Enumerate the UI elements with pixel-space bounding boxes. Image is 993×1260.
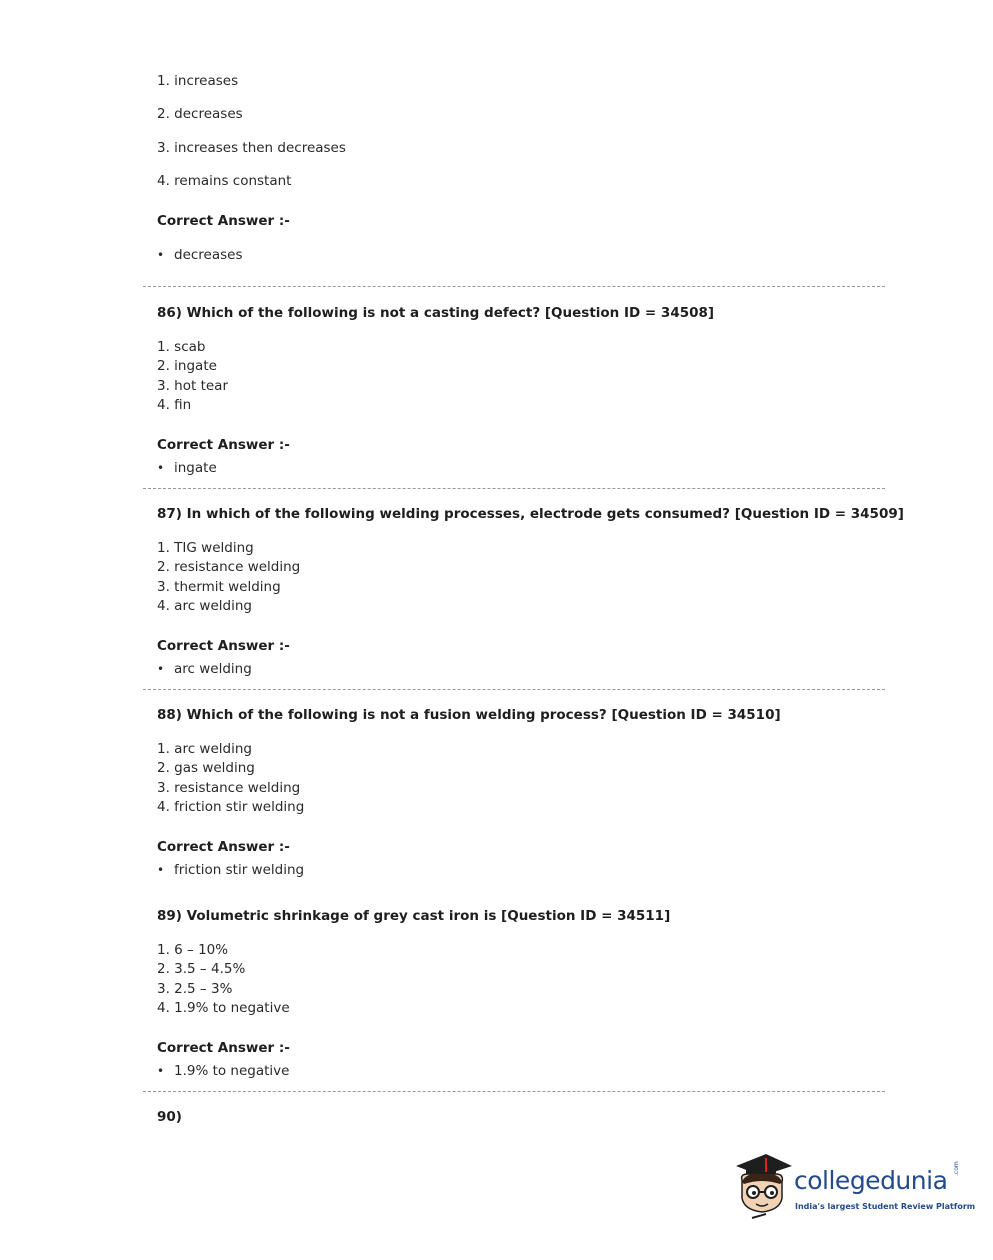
option: 4. friction stir welding — [157, 799, 305, 815]
correct-answer — [157, 460, 217, 476]
divider — [143, 286, 885, 287]
option: 3. 2.5 – 3% — [157, 981, 233, 997]
option: 4. 1.9% to negative — [157, 1000, 290, 1016]
option: 2. ingate — [157, 358, 217, 374]
bullet-icon: • — [157, 662, 165, 676]
bullet-icon: • — [157, 461, 165, 475]
brand-tagline: India's largest Student Review Platform — [795, 1202, 976, 1211]
option: 2. resistance welding — [157, 559, 301, 575]
correct-answer — [157, 661, 252, 677]
option: 4. fin — [157, 397, 192, 413]
option: 3. hot tear — [157, 378, 228, 394]
correct-answer — [157, 247, 243, 263]
correct-answer-label: Correct Answer :- — [157, 213, 290, 229]
divider — [143, 1091, 885, 1092]
answer-text: arc welding — [174, 661, 252, 677]
option: 3. thermit welding — [157, 579, 281, 595]
correct-answer-label: Correct Answer :- — [157, 839, 290, 855]
option: 3. resistance welding — [157, 780, 301, 796]
mascot-face-icon — [732, 1152, 794, 1224]
correct-answer-label: Correct Answer :- — [157, 638, 290, 654]
option: 4. remains constant — [157, 173, 292, 189]
option: 1. scab — [157, 339, 206, 355]
answer-text: friction stir welding — [174, 862, 305, 878]
divider — [143, 689, 885, 690]
option: 2. 3.5 – 4.5% — [157, 961, 246, 977]
option: 1. TIG welding — [157, 540, 254, 556]
answer-text: decreases — [174, 247, 243, 263]
question-86: 86) Which of the following is not a casting defect? [Question ID = 34508] — [157, 305, 715, 321]
correct-answer — [157, 1063, 289, 1079]
answer-text: 1.9% to negative — [174, 1063, 290, 1079]
option: 1. 6 – 10% — [157, 942, 229, 958]
question-88: 88) Which of the following is not a fusion welding process? [Question ID = 34510] — [157, 707, 781, 723]
option: 2. decreases — [157, 106, 243, 122]
option: 2. gas welding — [157, 760, 255, 776]
answer-text: ingate — [174, 460, 217, 476]
correct-answer-label: Correct Answer :- — [157, 437, 290, 453]
bullet-icon: • — [157, 1064, 165, 1078]
correct-answer-label: Correct Answer :- — [157, 1040, 290, 1056]
correct-answer — [157, 862, 304, 878]
option: 4. arc welding — [157, 598, 252, 614]
divider — [143, 488, 885, 489]
bullet-icon: • — [157, 248, 165, 262]
bullet-icon: • — [157, 863, 165, 877]
collegedunia-logo — [732, 1152, 976, 1224]
option: 1. arc welding — [157, 741, 252, 757]
option: 1. increases — [157, 73, 239, 89]
brand-name: collegedunia — [794, 1166, 948, 1195]
brand-domain: .com — [953, 1161, 960, 1176]
question-89: 89) Volumetric shrinkage of grey cast iron is [Question ID = 34511] — [157, 908, 671, 924]
question-87: 87) In which of the following welding processes, electrode gets consumed? [Question ID = 34509] — [157, 506, 904, 522]
question-90-number: 90) — [157, 1109, 182, 1125]
option: 3. increases then decreases — [157, 140, 346, 156]
